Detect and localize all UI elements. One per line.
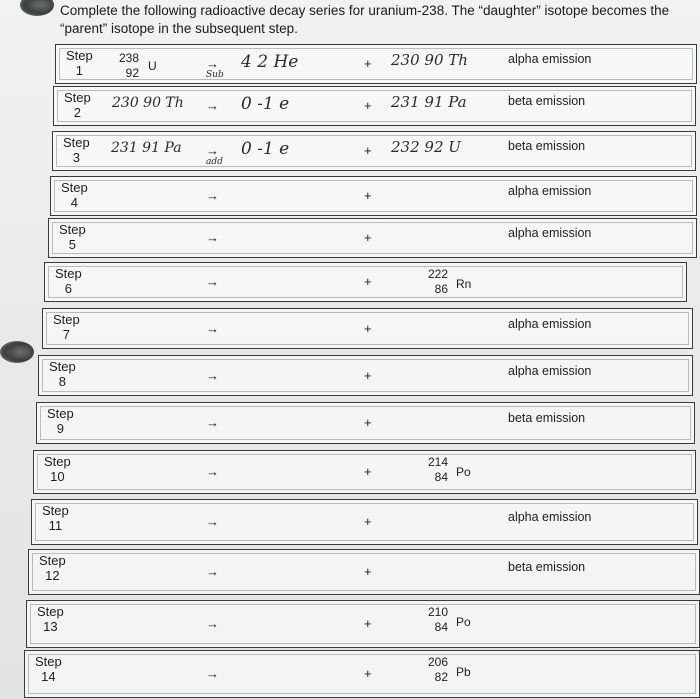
row-inner-border [30,604,696,644]
emission-type: beta emission [508,94,586,108]
atomic-number: 84 [434,470,448,484]
step-label [55,266,82,296]
step-number: 11 [48,518,63,533]
decay-step-row [26,600,700,648]
emission-type: beta emission [508,139,586,153]
step-word: Step [44,454,71,469]
step-number: 8 [58,374,66,389]
step-word: Step [61,180,88,195]
step-word: Step [59,222,86,237]
atomic-number: 84 [434,620,448,634]
decay-step-row [24,650,700,698]
step-number: 7 [62,327,70,342]
decay-step-row [53,86,696,126]
atomic-number: 82 [434,670,448,684]
emission-type: alpha emission [508,52,592,66]
reaction-arrow: → [206,464,219,479]
decay-step-row [36,402,695,444]
daughter-isotope [420,455,448,485]
step-number: 14 [41,669,56,684]
plus-sign: + [364,415,372,430]
atomic-number: 92 [125,66,139,80]
element-symbol: U [148,59,157,73]
daughter-isotope [420,605,448,635]
plus-sign: + [364,98,372,113]
reaction-arrow: → [206,188,219,203]
plus-sign: + [364,616,372,631]
step-number: 1 [75,63,83,78]
step-word: Step [39,553,66,568]
decay-step-row [33,450,696,494]
step-label [42,503,69,533]
handwritten-particle: 4 2 He [241,52,299,72]
element-symbol: Po [456,615,471,629]
reaction-arrow: → [206,98,219,113]
reaction-arrow: → [206,274,219,289]
step-number: 2 [73,105,81,120]
handwritten-note: Sub [206,70,224,80]
emission-type: alpha emission [508,364,592,378]
decay-step-row [50,176,697,216]
handwritten-daughter: 231 91 Pa [391,93,467,111]
step-label [63,135,90,165]
element-symbol: Po [456,465,471,479]
reaction-arrow: → [206,321,219,336]
handwritten-note: add [206,157,223,167]
daughter-isotope [420,655,448,685]
step-label [39,553,66,583]
reaction-arrow: → [206,368,219,383]
decay-step-row [42,308,693,349]
reaction-arrow: → [206,514,219,529]
reaction-arrow: → [206,616,219,631]
step-number: 4 [70,195,78,210]
plus-sign: + [364,321,372,336]
mass-number: 238 [118,51,139,65]
step-number: 5 [68,237,76,252]
reaction-arrow: → [206,230,219,245]
element-symbol: Pb [456,665,471,679]
step-number: 13 [43,619,58,634]
binder-hole-icon [20,0,54,16]
emission-type: beta emission [508,560,586,574]
step-number: 12 [45,568,60,583]
binder-hole-icon [0,341,34,363]
step-label [47,406,74,436]
handwritten-parent: 231 91 Pa [111,140,182,156]
step-label [49,359,76,389]
daughter-isotope [420,267,448,297]
step-label [35,654,62,684]
step-number: 9 [56,421,64,436]
mass-number: 206 [427,655,448,669]
decay-step-row [31,499,698,545]
emission-type: beta emission [508,411,586,425]
plus-sign: + [364,274,372,289]
step-word: Step [49,359,76,374]
reaction-arrow: → [206,564,219,579]
emission-type: alpha emission [508,510,592,524]
handwritten-particle: 0 -1 e [241,139,290,159]
decay-step-row [38,355,693,396]
handwritten-daughter: 230 90 Th [391,51,468,69]
step-label [37,604,64,634]
handwritten-parent: 230 90 Th [112,95,184,111]
step-word: Step [55,266,82,281]
plus-sign: + [364,230,372,245]
step-number: 6 [64,281,72,296]
step-label [64,90,91,120]
row-inner-border [54,180,693,212]
plus-sign: + [364,514,372,529]
instructions-text: Complete the following radioactive decay series for uranium-238. The “daughter” isotope becomes the “parent” isotope in the subsequent step. [60,3,670,36]
step-word: Step [53,312,80,327]
plus-sign: + [364,56,372,71]
step-word: Step [64,90,91,105]
decay-step-row [48,218,697,258]
mass-number: 214 [427,455,448,469]
step-word: Step [63,135,90,150]
step-word: Step [37,604,64,619]
step-number: 3 [72,150,80,165]
reaction-arrow: → [206,415,219,430]
step-word: Step [47,406,74,421]
reaction-arrow: → [206,666,219,681]
step-number: 10 [50,469,65,484]
mass-number: 222 [427,267,448,281]
step-label [44,454,71,484]
plus-sign: + [364,564,372,579]
decay-step-row [28,549,700,595]
plus-sign: + [364,188,372,203]
step-word: Step [42,503,69,518]
plus-sign: + [364,666,372,681]
handwritten-particle: 0 -1 e [241,94,290,114]
decay-step-row [55,44,697,84]
element-symbol: Rn [456,277,472,291]
atomic-number: 86 [434,282,448,296]
step-label [66,48,93,78]
row-inner-border [52,222,693,254]
plus-sign: + [364,143,372,158]
step-word: Step [35,654,62,669]
step-label [61,180,88,210]
decay-step-row [44,262,687,302]
emission-type: alpha emission [508,226,592,240]
parent-isotope [111,51,139,81]
emission-type: alpha emission [508,317,592,331]
step-label [53,312,80,342]
reaction-arrow: → [206,56,219,71]
plus-sign: + [364,464,372,479]
handwritten-daughter: 232 92 U [391,138,461,156]
emission-type: alpha emission [508,184,592,198]
step-label [59,222,86,252]
reaction-arrow: → [206,143,219,158]
row-inner-border [28,654,696,694]
mass-number: 210 [427,605,448,619]
decay-step-row [52,131,696,171]
plus-sign: + [364,368,372,383]
step-word: Step [66,48,93,63]
